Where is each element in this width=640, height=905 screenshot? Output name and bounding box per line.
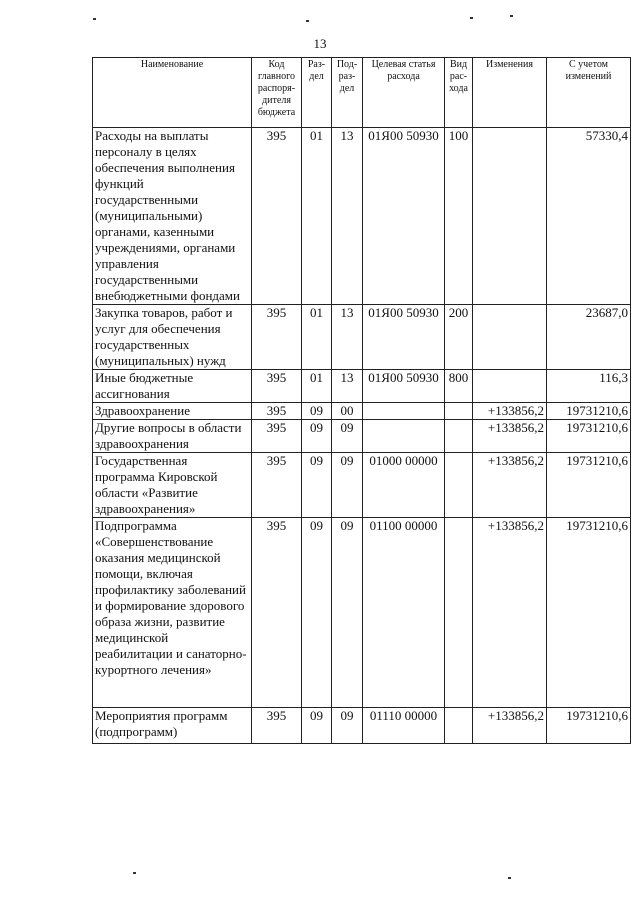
header-code: Код главного распоря-дителя бюджета: [252, 58, 302, 128]
row-subsection: 09: [332, 453, 363, 518]
header-target: Целевая статья расхода: [363, 58, 445, 128]
row-section: 01: [302, 128, 332, 305]
table-header-row: [93, 58, 631, 128]
row-name: Подпрограмма «Совершенствование оказания медицинской помощи, включая профилактику заболеваний и формирование здорового образа жизни, развитие медицинской реабилитации и санаторно-курортного лечения»: [93, 518, 252, 708]
table-row: [93, 305, 631, 370]
table-row: [93, 403, 631, 420]
scan-speck: [306, 20, 309, 22]
header-total: С учетом изменений: [547, 58, 631, 128]
row-total: 19731210,6: [547, 708, 631, 744]
row-total: 19731210,6: [547, 518, 631, 708]
scan-speck: [470, 17, 473, 19]
row-subsection: 13: [332, 370, 363, 403]
row-name: Государственная программа Кировской области «Развитие здравоохранения»: [93, 453, 252, 518]
scan-speck: [508, 877, 511, 879]
row-code: 395: [252, 305, 302, 370]
scan-speck: [93, 18, 96, 20]
row-target: [363, 403, 445, 420]
row-code: 395: [252, 128, 302, 305]
row-code: 395: [252, 420, 302, 453]
table-row: [93, 420, 631, 453]
row-changes: +133856,2: [473, 403, 547, 420]
row-section: 09: [302, 518, 332, 708]
row-name: Расходы на выплаты персоналу в целях обеспечения выполнения функций государственными (муниципальными) органами, казенными учреждениями, органами управления государственными внебюджетными фондами: [93, 128, 252, 305]
table-row: [93, 128, 631, 305]
row-total: 116,3: [547, 370, 631, 403]
row-section: 09: [302, 453, 332, 518]
row-subsection: 09: [332, 420, 363, 453]
table-row: [93, 518, 631, 708]
row-type: [445, 403, 473, 420]
row-type: 100: [445, 128, 473, 305]
row-changes: +133856,2: [473, 518, 547, 708]
header-name: Наименование: [93, 58, 252, 128]
page-number: 13: [313, 36, 327, 51]
row-subsection: 09: [332, 708, 363, 744]
row-total: 23687,0: [547, 305, 631, 370]
row-changes: [473, 370, 547, 403]
row-name: Закупка товаров, работ и услуг для обеспечения государственных (муниципальных) нужд: [93, 305, 252, 370]
table-row: [93, 453, 631, 518]
row-target: 01Я00 50930: [363, 370, 445, 403]
row-section: 09: [302, 708, 332, 744]
row-total: 19731210,6: [547, 453, 631, 518]
row-code: 395: [252, 453, 302, 518]
header-subsection: Под-раз-дел: [332, 58, 363, 128]
row-subsection: 13: [332, 128, 363, 305]
row-subsection: 13: [332, 305, 363, 370]
row-type: 800: [445, 370, 473, 403]
row-type: [445, 453, 473, 518]
row-name: Другие вопросы в области здравоохранения: [93, 420, 252, 453]
row-subsection: 09: [332, 518, 363, 708]
row-section: 09: [302, 403, 332, 420]
row-changes: +133856,2: [473, 420, 547, 453]
row-name: Иные бюджетные ассигнования: [93, 370, 252, 403]
row-type: [445, 420, 473, 453]
row-changes: +133856,2: [473, 453, 547, 518]
row-type: [445, 518, 473, 708]
row-target: 01Я00 50930: [363, 305, 445, 370]
scan-speck: [510, 15, 513, 17]
row-code: 395: [252, 403, 302, 420]
header-type: Вид рас-хода: [445, 58, 473, 128]
row-name: Здравоохранение: [93, 403, 252, 420]
row-code: 395: [252, 518, 302, 708]
row-changes: [473, 128, 547, 305]
row-type: [445, 708, 473, 744]
row-code: 395: [252, 370, 302, 403]
row-name: Мероприятия программ (подпрограмм): [93, 708, 252, 744]
row-section: 01: [302, 370, 332, 403]
row-target: 01100 00000: [363, 518, 445, 708]
row-section: 01: [302, 305, 332, 370]
row-changes: +133856,2: [473, 708, 547, 744]
table-row: [93, 370, 631, 403]
row-total: 19731210,6: [547, 403, 631, 420]
row-subsection: 00: [332, 403, 363, 420]
row-target: 01Я00 50930: [363, 128, 445, 305]
row-section: 09: [302, 420, 332, 453]
row-total: 19731210,6: [547, 420, 631, 453]
row-target: 01000 00000: [363, 453, 445, 518]
row-code: 395: [252, 708, 302, 744]
header-section: Раз-дел: [302, 58, 332, 128]
row-target: 01110 00000: [363, 708, 445, 744]
row-total: 57330,4: [547, 128, 631, 305]
scan-speck: [133, 872, 136, 874]
row-type: 200: [445, 305, 473, 370]
header-changes: Изменения: [473, 58, 547, 128]
table-row: [93, 708, 631, 744]
row-changes: [473, 305, 547, 370]
budget-table: [92, 57, 631, 744]
row-target: [363, 420, 445, 453]
